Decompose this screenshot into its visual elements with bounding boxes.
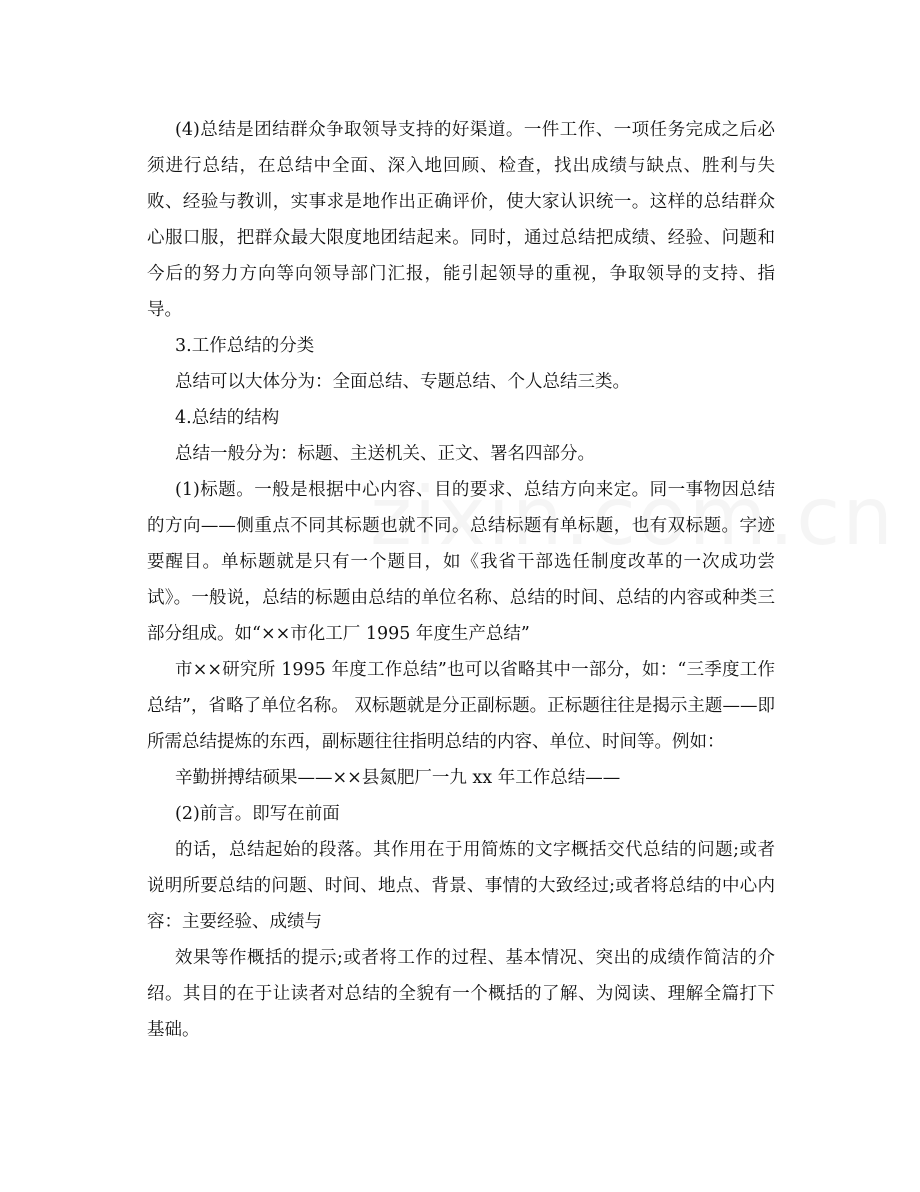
heading-classification: 3.工作总结的分类 bbox=[175, 336, 315, 356]
paragraph-example: 辛勤拼搏结硕果——××县氮肥厂一九 xx 年工作总结—— bbox=[175, 768, 621, 788]
paragraph-classification: 总结可以大体分为：全面总结、专题总结、个人总结三类。 bbox=[175, 372, 630, 392]
heading-preface: (2)前言。即写在前面 bbox=[175, 804, 340, 824]
paragraph-preface-2: 效果等作概括的提示;或者将工作的过程、基本情况、突出的成绩作简洁的介绍。其目的在于让读者对总结的全貌有一个概括的了解、为阅读、理解全篇打下基础。 bbox=[147, 948, 775, 1040]
paragraph-double-title: 市××研究所 1995 年度工作总结”也可以省略其中一部分，如：“三季度工作总结”，省略了单位名称。 双标题就是分正副标题。正标题往往是揭示主题——即所需总结提炼的东西，副标题往往指明总结的内容、单位、时间等。例如： bbox=[147, 660, 775, 752]
paragraph-importance-4: (4)总结是团结群众争取领导支持的好渠道。一件工作、一项任务完成之后必须进行总结，在总结中全面、深入地回顾、检查，找出成绩与缺点、胜利与失败、经验与教训，实事求是地作出正确评价，使大家认识统一。这样的总结群众心服口服，把群众最大限度地团结起来。同时，通过总结把成绩、经验、问题和今后的努力方向等向领导部门汇报，能引起领导的重视，争取领导的支持、指导。 bbox=[147, 120, 775, 320]
heading-structure: 4.总结的结构 bbox=[175, 408, 280, 428]
paragraph-structure: 总结一般分为：标题、主送机关、正文、署名四部分。 bbox=[175, 444, 595, 464]
paragraph-preface-1: 的话，总结起始的段落。其作用在于用简炼的文字概括交代总结的问题;或者说明所要总结的问题、时间、地点、背景、事情的大致经过;或者将总结的中心内容：主要经验、成绩与 bbox=[147, 840, 775, 932]
document-body bbox=[147, 112, 775, 1048]
paragraph-title: (1)标题。一般是根据中心内容、目的要求、总结方向来定。同一事物因总结的方向——侧重点不同其标题也就不同。总结标题有单标题，也有双标题。字迹要醒目。单标题就是只有一个题目，如《我省干部选任制度改革的一次成功尝试》。一般说，总结的标题由总结的单位名称、总结的时间、总结的内容或种类三部分组成。如“××市化工厂 1995 年度生产总结” bbox=[147, 480, 775, 644]
